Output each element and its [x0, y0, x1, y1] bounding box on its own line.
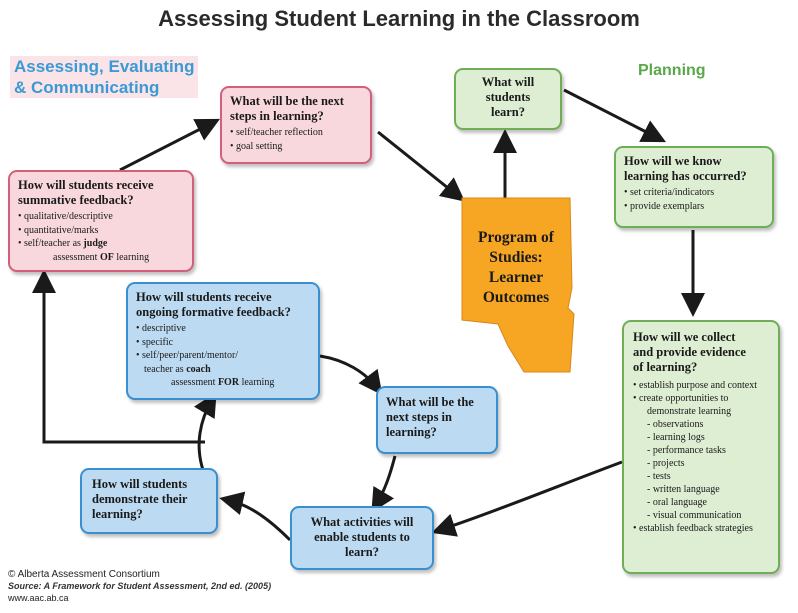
list-emphasis: judge [83, 238, 108, 249]
question-line: summative feedback? [18, 193, 134, 207]
question-line: learning has occurred? [624, 169, 747, 183]
section-heading-line: & Communicating [14, 78, 160, 97]
center-line: Outcomes [482, 289, 550, 306]
box-question [300, 515, 424, 560]
list-item: - written language [647, 484, 720, 495]
box-formative-feedback [126, 282, 320, 400]
footer-url: www.aac.ab.ca [8, 593, 69, 603]
question-line: How will students receive [136, 290, 272, 304]
arrow-formative-to-nextsteps [320, 356, 377, 388]
list-text: assessment [53, 251, 100, 263]
program-of-studies-label [460, 228, 572, 308]
list-item: • self/teacher reflection [230, 127, 323, 138]
page-title: Assessing Student Learning in the Classroom [158, 6, 640, 31]
question-line: How will students receive [18, 178, 154, 192]
list-item: • set criteria/indicators [624, 187, 715, 198]
list-emphasis: coach [186, 363, 211, 375]
box-question [462, 75, 554, 120]
section-heading-line: Assessing, Evaluating [14, 57, 195, 76]
question-line: steps in learning? [230, 109, 324, 123]
box-question [136, 290, 310, 320]
list-item: - oral language [647, 497, 707, 508]
question-line: What will [481, 75, 535, 89]
list-emphasis: FOR [217, 377, 240, 388]
question-line: How will students [92, 477, 188, 491]
arrow-nextsteps-to-activities [376, 456, 395, 505]
list-item [18, 237, 184, 251]
list-item: • create opportunities to [633, 393, 729, 404]
box-summative-feedback [8, 170, 194, 272]
list-item: - observations [647, 419, 704, 430]
list-item: • descriptive [136, 323, 186, 334]
bullet-list [633, 379, 769, 535]
footer-copyright: © Alberta Assessment Consortium [8, 569, 160, 580]
question-line: learning? [386, 425, 437, 439]
question-line: enable students to [314, 530, 410, 544]
box-what-will-students-learn [454, 68, 562, 130]
question-line: learn? [490, 105, 526, 119]
list-item: • specific [136, 336, 174, 348]
question-line: How will we collect [633, 330, 736, 344]
list-item: demonstrate learning [647, 406, 732, 417]
list-item: • establish purpose and context [633, 380, 758, 391]
question-line: next steps in [386, 410, 452, 424]
box-question [386, 395, 488, 440]
question-line: What activities will [310, 515, 414, 529]
box-question [230, 94, 362, 124]
list-item: - learning logs [647, 432, 705, 443]
section-heading-planning: Planning [638, 62, 706, 79]
arrow-students-learn-to-know [564, 90, 658, 138]
box-question [624, 154, 764, 184]
bullet-list [136, 322, 310, 390]
question-line: What will be the [386, 395, 474, 409]
arrow-activities-to-demonstrate [228, 500, 290, 540]
box-next-steps-blue [376, 386, 498, 454]
list-item: - visual communication [647, 510, 742, 521]
bullet-list [230, 126, 362, 153]
center-line: Program of [478, 229, 554, 246]
list-item: • quantitative/marks [18, 224, 99, 236]
box-what-activities [290, 506, 434, 570]
list-item: - projects [647, 458, 685, 469]
box-question [92, 477, 206, 522]
arrow-demonstrate-to-formative [199, 400, 212, 470]
question-line: ongoing formative feedback? [136, 305, 291, 319]
list-text: assessment [171, 377, 218, 388]
list-item [136, 363, 310, 377]
list-text: • self/teacher as [18, 238, 84, 249]
list-item: • provide exemplars [624, 200, 705, 212]
box-how-will-we-know [614, 146, 774, 228]
center-line: Learner [488, 269, 544, 286]
question-line: How will we know [624, 154, 722, 168]
box-question [18, 178, 184, 208]
bullet-list [18, 210, 184, 264]
question-line: students [485, 90, 531, 104]
bullet-list [624, 186, 764, 213]
list-item: • qualitative/descriptive [18, 211, 113, 222]
list-item: - performance tasks [647, 445, 726, 456]
question-line: demonstrate their [92, 492, 188, 506]
footer-source: Source: A Framework for Student Assessment, 2nd ed. (2005) [8, 581, 272, 591]
box-next-steps-pink [220, 86, 372, 164]
list-text: learning [239, 377, 275, 388]
list-item: - tests [647, 471, 671, 482]
list-item [18, 251, 184, 265]
question-line: What will be the next [230, 94, 344, 108]
question-line: of learning? [633, 360, 698, 374]
list-item [136, 376, 310, 390]
question-line: learning? [92, 507, 143, 521]
list-text: teacher as [144, 363, 187, 375]
list-item: • goal setting [230, 140, 283, 152]
list-item: • self/peer/parent/mentor/ [136, 350, 239, 361]
box-demonstrate-learning [80, 468, 218, 534]
box-question [633, 330, 769, 375]
question-line: learn? [344, 545, 380, 559]
arrow-collect-to-activities [440, 462, 622, 530]
box-collect-evidence [622, 320, 780, 574]
arrow-nextpink-to-orange [378, 132, 458, 196]
list-emphasis: OF [99, 251, 114, 263]
question-line: and provide evidence [633, 345, 746, 359]
list-item: • establish feedback strategies [633, 523, 753, 534]
list-text: learning [113, 251, 150, 263]
center-line: Studies: [489, 249, 543, 266]
arrow-summative-to-nextpink [120, 123, 212, 170]
